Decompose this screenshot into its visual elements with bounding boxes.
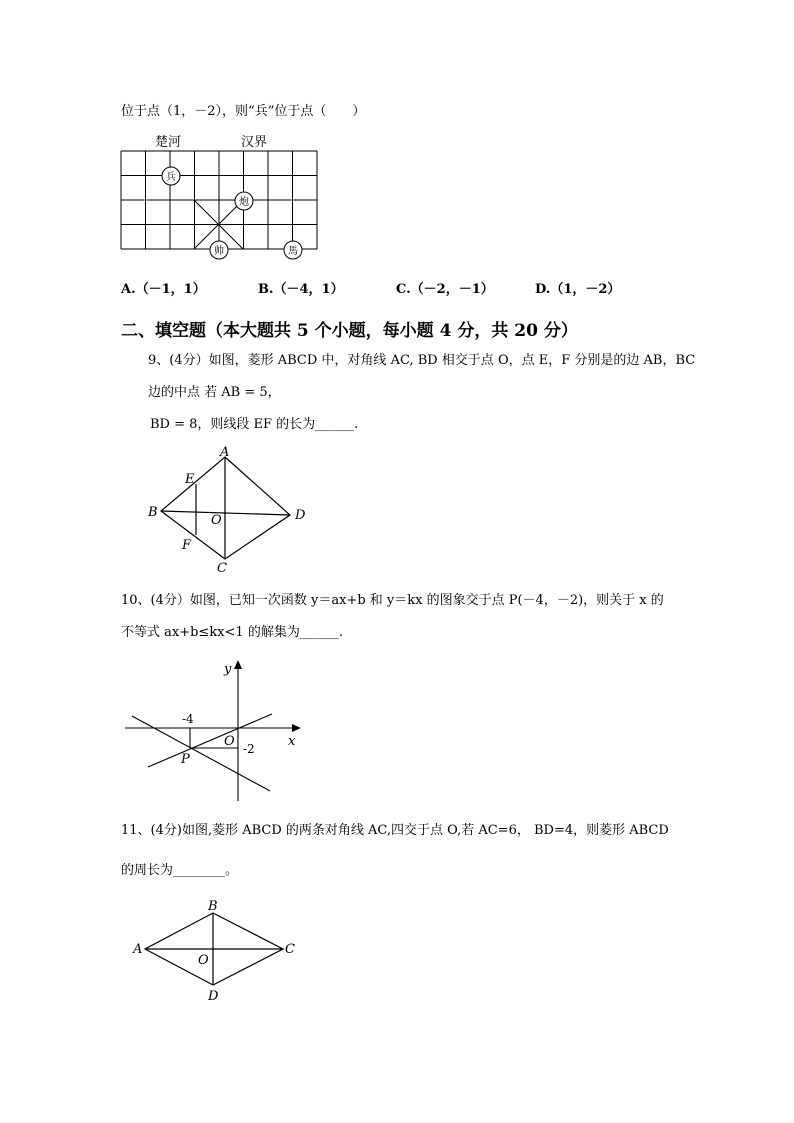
graph-figure-q10 [120, 656, 320, 806]
label-a: A [220, 445, 230, 460]
q9-line1: 9、(4分）如图，菱形 ABCD 中，对角线 AC, BD 相交于点 O，点 E，F 分别是的边 AB，BC [148, 353, 696, 368]
option-c: C.（－2，－1） [396, 282, 494, 297]
piece-bing [162, 167, 180, 185]
rhombus-figure-q11 [130, 897, 320, 1007]
label-x: x [288, 734, 296, 749]
svg-text:帅: 帅 [214, 246, 224, 257]
label-y: y [224, 662, 232, 677]
label-c: C [285, 942, 295, 957]
label-e: E [185, 472, 195, 487]
q10-line2: 不等式 ax+b≤kx<1 的解集为______. [121, 625, 343, 640]
q11-line2: 的周长为________。 [121, 863, 239, 878]
option-b: B.（－4，1） [258, 282, 344, 297]
piece-ma [284, 241, 302, 259]
q11-line1: 11、(4分)如图,菱形 ABCD 的两条对角线 AC,四交于点 O,若 AC=6， BD=4，则菱形 ABCD [121, 823, 669, 838]
piece-pao [235, 192, 253, 210]
label-d: D [295, 508, 306, 523]
label-neg2: -2 [243, 742, 255, 756]
label-p: P [181, 752, 190, 767]
svg-text:馬: 馬 [288, 246, 298, 257]
board-grid [121, 151, 317, 249]
label-a: A [133, 942, 143, 957]
svg-text:兵: 兵 [166, 172, 176, 183]
option-a: A.（－1，1） [121, 282, 206, 297]
label-o: O [198, 953, 209, 968]
label-f: F [182, 538, 192, 553]
label-c: C [217, 561, 227, 576]
q8-stem-tail: 位于点（1，－2），则“兵”位于点（ ） [121, 104, 366, 119]
label-neg4: -4 [182, 712, 194, 726]
piece-shuai [210, 241, 228, 259]
svg-text:炮: 炮 [239, 197, 249, 208]
q9-line2: 边的中点 若 AB = 5， [148, 385, 281, 400]
rhombus-figure-q9 [145, 447, 325, 577]
section-title: 二、填空题（本大题共 5 个小题，每小题 4 分，共 20 分） [121, 321, 578, 341]
label-o: O [224, 734, 235, 749]
chess-board-figure [110, 130, 330, 270]
label-d: D [208, 989, 219, 1004]
y-axis-arrow [234, 660, 242, 669]
q9-line3: BD = 8，则线段 EF 的长为______. [150, 417, 359, 432]
board-label-left: 楚河 [155, 135, 182, 150]
board-label-right: 汉界 [241, 135, 268, 150]
label-b: B [148, 505, 158, 520]
label-b: B [208, 899, 218, 914]
q10-line1: 10、(4分）如图，已知一次函数 y＝ax+b 和 y＝kx 的图象交于点 P(－4，－2)，则关于 x 的 [121, 593, 664, 608]
x-axis-arrow [292, 724, 301, 732]
label-o: O [211, 513, 222, 528]
option-d: D.（1，－2） [535, 282, 621, 297]
